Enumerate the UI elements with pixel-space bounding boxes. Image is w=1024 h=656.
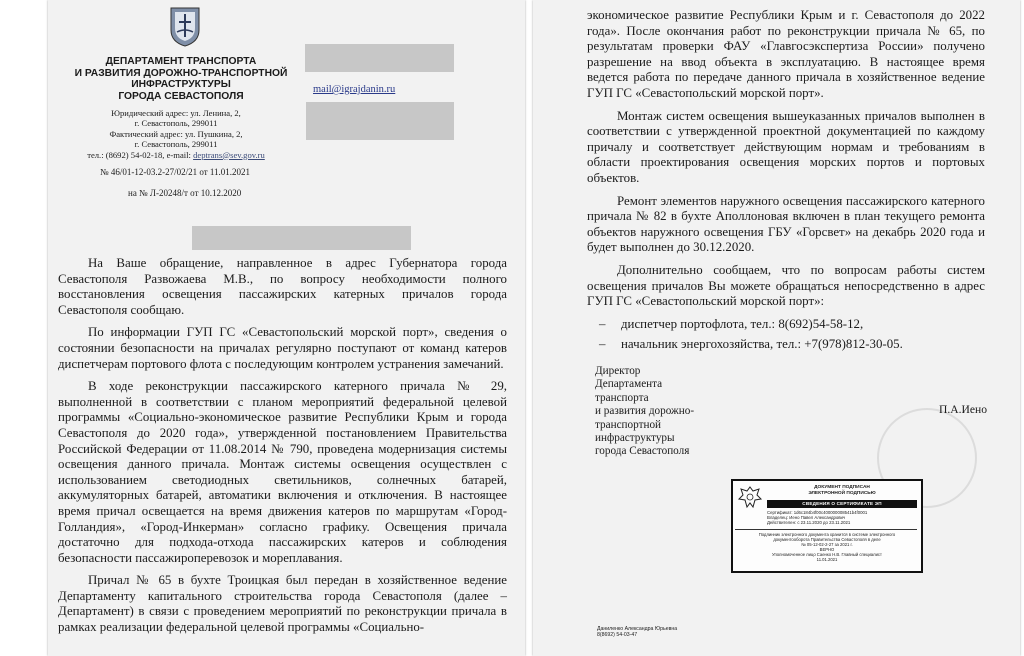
paragraph: Дополнительно сообщаем, что по вопросам работы систем освещения причалов Вы можете обращаться непосредственно в адрес ГУП ГС «Севастопольский морской порт»: bbox=[587, 262, 985, 309]
department-email-link[interactable]: deptrans@sev.gov.ru bbox=[193, 149, 265, 160]
esig-certificate-header: СВЕДЕНИЯ О СЕРТИФИКАТЕ ЭП bbox=[767, 500, 917, 508]
list-item: – диспетчер портофлота, тел.: 8(692)54-58-12, bbox=[599, 317, 985, 333]
coat-of-arms-icon bbox=[167, 4, 203, 48]
letter-page-2 bbox=[533, 0, 1020, 656]
incoming-reference-number: на № Л-20248/т от 10.12.2020 bbox=[128, 188, 242, 198]
letter-body-left bbox=[58, 256, 507, 643]
paragraph-continuation: экономическое развитие Республики Крым и г. Севастополя до 2022 года». После окончания работ по реконструкции причала № 65, по результатам проверки ФАУ «Главгосэкспертиза России» получено разрешение на ввод объекта в эксплуатацию. В настоящее время ведется работа по передаче данного причала в хозяйственное ведение ГУП ГС «Севастопольский морской порт». bbox=[587, 8, 985, 100]
paragraph: Монтаж систем освещения вышеуказанных причалов выполнен в соответствии с утвержденной проектной документацией по каждому причалу и соответствует действующим нормам и требованиям в области проектирования освещения морских портов и портовых объектов. bbox=[587, 108, 985, 185]
state-emblem-icon bbox=[737, 485, 763, 509]
esig-title: ДОКУМЕНТ ПОДПИСАН ЭЛЕКТРОННОЙ ПОДПИСЬЮ bbox=[808, 485, 876, 496]
department-address: Юридический адрес: ул. Ленина, 2, г. Севастополь, 299011 Фактический адрес: ул. Пушкина, 2, г. Севастополь, 299011 тел.: (8692) 54-02-18, e-mail: deptrans@sev.gov.ru bbox=[58, 108, 294, 160]
electronic-signature-stamp bbox=[731, 479, 923, 573]
paragraph: На Ваше обращение, направленное в адрес Губернатора города Севастополя Развожаева М.В., по вопросу необходимости полного восстановления освещения пассажирских катерных причалов города Севастополя сообщаю. bbox=[58, 256, 507, 317]
recipient-email-link[interactable]: mail@igrajdanin.ru bbox=[313, 84, 396, 95]
esig-certification-note: Подлинник электронного документа хранится в системе электронного документооборота Правительства Севастополя в деле № 05-12-02-2-27 за 2021 г. ВЕРНО Уполномоченное лицо Саенко Н.В. Главный специалист 11.01.2021 bbox=[758, 532, 896, 563]
signatory-name: П.А.Иено bbox=[939, 403, 988, 416]
executor-footer: Даниленко Александра Юрьевна 8(8692) 54-03-47 bbox=[597, 626, 678, 639]
signatory-position: Директор Департамента транспорта и развития дорожно- транспортной инфраструктуры города Севастополя bbox=[595, 365, 695, 458]
letter-page-1 bbox=[48, 0, 525, 656]
outgoing-reference-number: № 46/01-12-03.2-27/02/21 от 11.01.2021 bbox=[100, 167, 251, 177]
letter-body-right bbox=[587, 8, 985, 358]
divider bbox=[735, 529, 917, 530]
department-title: ДЕПАРТАМЕНТ ТРАНСПОРТА И РАЗВИТИЯ ДОРОЖНО-ТРАНСПОРТНОЙ ИНФРАСТРУКТУРЫ ГОРОДА СЕВАСТОПОЛЯ bbox=[74, 56, 288, 102]
paragraph: Причал № 65 в бухте Троицкая был передан в хозяйственное ведение Департаменту капитального строительства города Севастополя (далее – Департамент) в связи с проведением мероприятий по реконструкции причала в рамках реализации федеральной целевой программы «Социально- bbox=[58, 573, 507, 635]
redacted-block bbox=[306, 102, 454, 140]
paragraph: В ходе реконструкции пассажирского катерного причала № 29, выполненной в соответствии с планом мероприятий федеральной целевой программы «Социально-экономическое развитие Республики Крым и города Севастополя до 2020 года», утвержденной постановлением Правительства Российской Федерации от 11.08.2014 № 790, проведена модернизация системы освещения данного причала. Монтаж системы освещения осуществлен с использованием светодиодных светильников, солнечных батарей, аккумуляторных батарей, автоматики включения и отключения. В настоящее время причал освещается на время движения катеров по маршрутам «Город-Голландия», «Город-Инкерман» согласно графику. Освещения причала достаточно для подхода-отхода пассажирских катеров и соблюдения безопасности пассажироперевозок и мореплавания. bbox=[58, 379, 507, 565]
redacted-block bbox=[305, 44, 454, 72]
department-contacts: тел.: (8692) 54-02-18, e-mail: deptrans@sev.gov.ru bbox=[87, 149, 265, 160]
contact-list bbox=[587, 317, 985, 353]
redacted-salutation bbox=[192, 226, 411, 250]
esig-certificate-details: Сертификат: 1d6c184b4f00c400000008541b4f0001 Владелец: Иено Павел Александрович Действителен: с 23.11.2020 до 23.11.2021 bbox=[767, 510, 868, 526]
list-item: – начальник энергохозяйства, тел.: +7(978)812-30-05. bbox=[599, 337, 985, 353]
paragraph: Ремонт элементов наружного освещения пассажирского катерного причала № 82 в бухте Аполлоновая включен в план текущего ремонта объектов наружного освещения ГБУ «Горсвет» на декабрь 2020 года и будет выполнен до 30.12.2020. bbox=[587, 193, 985, 255]
paragraph: По информации ГУП ГС «Севастопольский морской порт», сведения о состоянии безопасности на причалах регулярно поступают от команд катеров диспетчерам портового флота с последующим контролем устранения замечаний. bbox=[58, 325, 507, 371]
